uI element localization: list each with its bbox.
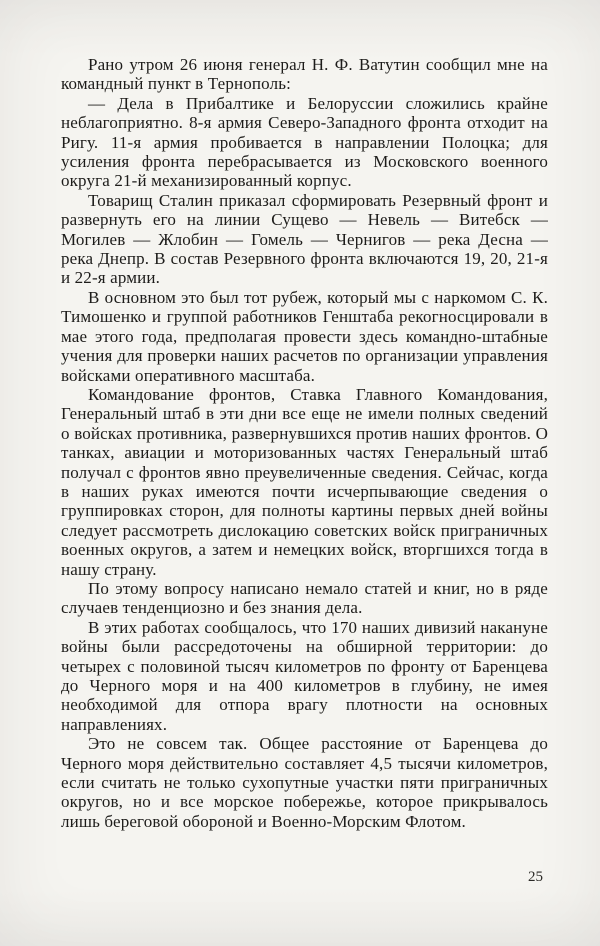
paragraph-komandovanie: Командование фронтов, Ставка Главного Командования, Генеральный штаб в эти дни все еще не имели полных сведений о войсках противника, развернувшихся против наших фронтов. О танках, авиации и моторизованных частях Генеральный штаб получал с фронтов явно преувеличенные сведения. Сейчас, когда в наших руках имеются почти исчерпывающие сведения о группировках сторон, для полноты картины первых дней войны следует рассмотреть дислокацию советских войск приграничных военных округов, а затем и немецких войск, вторгшихся тогда в нашу страну.	[61, 384, 548, 579]
paragraph-voprosu: По этому вопросу написано немало статей и книг, но в ряде случаев тенденциозно и без знания дела.	[61, 578, 548, 618]
paragraph-rasstoyanie: Это не совсем так. Общее расстояние от Баренцева до Черного моря действительно составляет 4,5 тысячи километров, если считать не только сухопутные участки пяти приграничных округов, но и все морское побережье, которое прикрывалось лишь береговой обороной и Военно-Морским Флотом.	[61, 734, 548, 831]
paragraph-rubezh: В основном это был тот рубеж, который мы с наркомом С. К. Тимошенко и группой работников Генштаба рекогносцировали в мае этого года, предполагая провести здесь командно-штабные учения для проверки наших расчетов по организации управления войсками оперативного масштаба.	[61, 287, 548, 385]
paragraph-intro: Рано утром 26 июня генерал Н. Ф. Ватутин сообщил мне на командный пункт в Тернополь:	[61, 55, 548, 94]
paragraph-dialogue: — Дела в Прибалтике и Белоруссии сложились крайне неблагоприятно. 8-я армия Северо-Западного фронта отходит на Ригу. 11-я армия пробивается в направлении Полоцка; для усиления фронта перебрасывается из Московского военного округа 21-й механизированный корпус.	[61, 93, 548, 191]
paragraph-stalin-order: Товарищ Сталин приказал сформировать Резервный фронт и развернуть его на линии Сущево — Невель — Витебск — Могилев — Жлобин — Гомель — Чернигов — река Десна — река Днепр. В состав Резервного фронта включаются 19, 20, 21-я и 22-я армии.	[61, 190, 548, 288]
page-number: 25	[528, 869, 543, 885]
paragraph-divizii: В этих работах сообщалось, что 170 наших дивизий накануне войны были рассредоточены на обширной территории: до четырех с половиной тысяч километров по фронту от Баренцева до Черного моря и на 400 километров в глубину, не имея необходимой для отпора врагу плотности на основных направлениях.	[61, 617, 548, 734]
text-block	[61, 55, 548, 831]
